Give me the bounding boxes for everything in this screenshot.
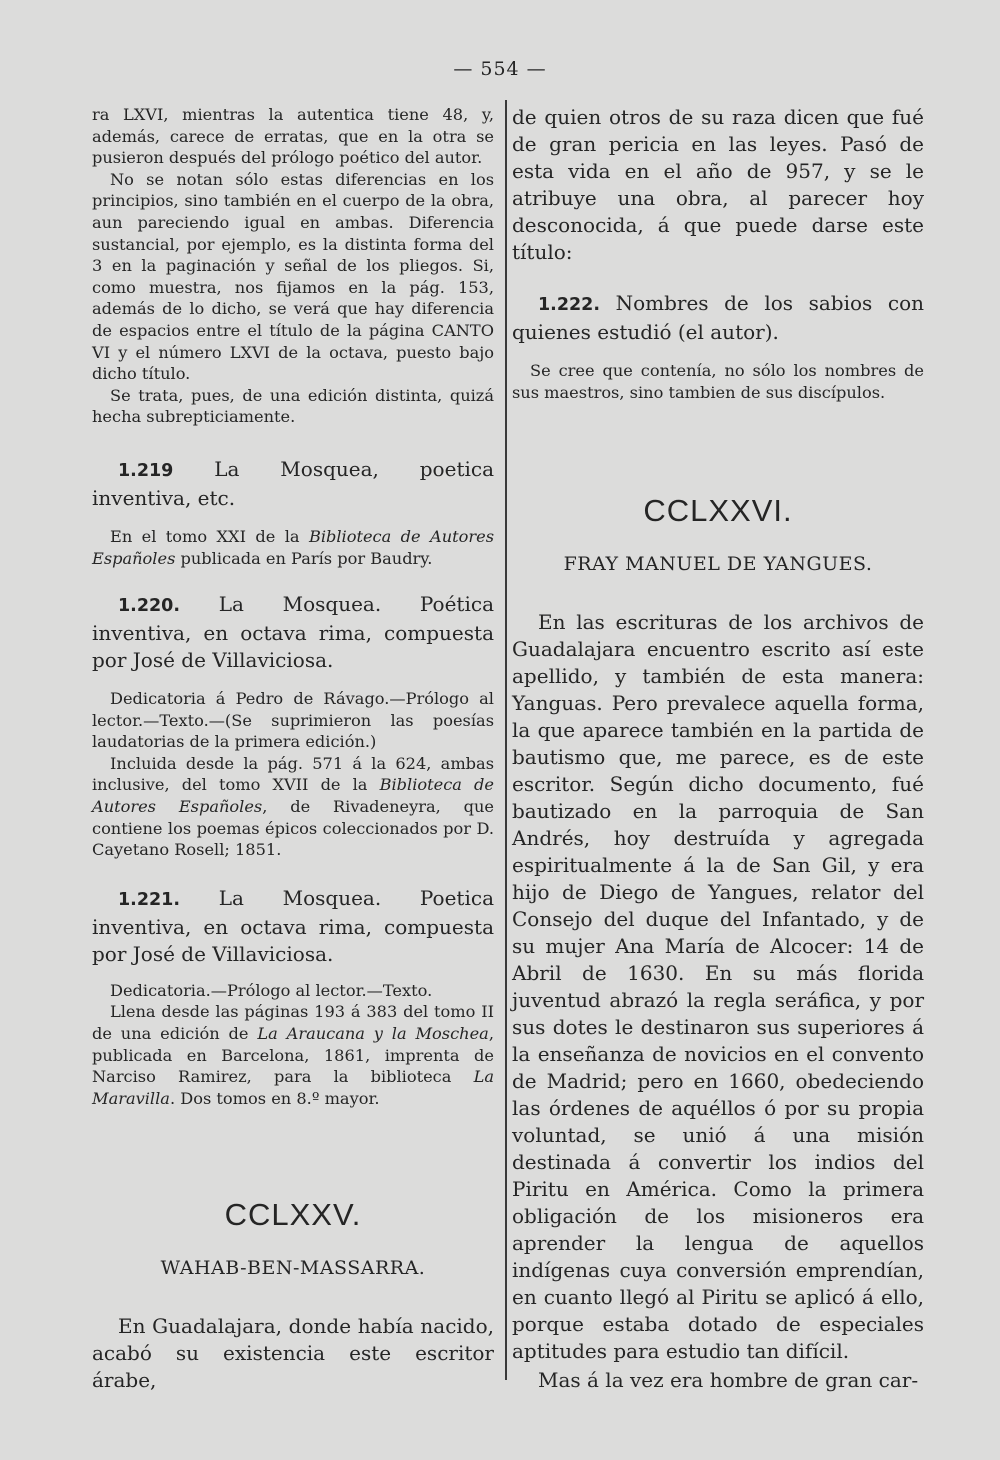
entry-1221 <box>92 885 494 968</box>
entry-note <box>512 360 924 403</box>
italic-title: Biblioteca de Autores Españoles <box>92 526 494 568</box>
note-text: Se cree que contenía, no sólo los nombres de sus maestros, sino tambien de sus discípulos. <box>512 361 924 402</box>
entry-1219 <box>92 456 494 512</box>
continuation-text <box>512 104 924 266</box>
entry-title: La Mosquea, poetica inventiva, etc. <box>92 456 494 510</box>
paragraph: de quien otros de su raza dicen que fué de gran pericia en las leyes. Pasó de esta vida en el año de 957, y se le atribuye una obra, al parecer hoy desconocida, á que puede darse este título: <box>512 105 924 264</box>
note-text: . Dos tomos en 8.º mayor. <box>169 1088 380 1108</box>
page-number: — 554 — <box>453 58 547 80</box>
continuation-text <box>92 104 494 428</box>
note-text: Dedicatoria á Pedro de Rávago.—Prólogo al lector.—Texto.—(Se suprimieron las poesías laudatorias de la primera edición.) <box>92 689 494 752</box>
section-name: WAHAB-BEN-MASSARRA. <box>160 1257 426 1280</box>
column-divider <box>505 100 507 1380</box>
paragraph: Mas á la vez era hombre de gran car- <box>538 1368 919 1393</box>
section-number: CCLXXV. <box>224 1197 362 1233</box>
section-body <box>512 609 924 1394</box>
paragraph: En las escrituras de los archivos de Guadalajara encuentro escrito así este apellido, y también de esta manera: Yanguas. Pero prevalece aquella forma, la que aparece también en la partida de bautismo que, me parece, es de este escritor. Según dicho documento, fué bautizado en la parroquia de San Andrés, hoy destruída y agregada espiritualmente á la de San Gil, y era hijo de Diego de Yangues, relator del Consejo del duque del Infantado, y de su mujer Ana María de Alcocer: 14 de Abril de 1630. En su más florida juventud abrazó la regla seráfica, y por sus dotes le destinaron sus superiores á la enseñanza de novicios en el convento de Madrid; pero en 1660, obedeciendo las órdenes de aquéllos ó por su propia voluntad, se unió á una misión destinada á convertir los indios del Piritu en América. Como la primera obligación de los misioneros era aprender la lengua de aquellos indígenas cuya conversión emprendían, en cuanto llegó al Piritu se aplicó á ello, porque estaba dotado de especiales aptitudes para estudio tan difícil. <box>512 610 924 1364</box>
left-column <box>92 104 494 1394</box>
entry-title: La Mosquea. Poética inventiva, en octava rima, compuesta por José de Villaviciosa. <box>92 592 494 673</box>
paragraph: No se notan sólo estas diferencias en los principios, sino también en el cuerpo de la obra, aun pareciendo igual en ambas. Diferencia sustancial, por ejemplo, es la distinta forma del 3 en la paginación y señal de los pliegos. Si, como muestra, nos fijamos en la pág. 153, además de lo dicho, se verá que hay diferencia de espacios entre el título de la página CANTO VI y el número LXVI de la octava, puesto bajo dicho título. <box>92 169 494 384</box>
italic-title: La Araucana y la Moschea <box>257 1024 489 1044</box>
entry-note <box>92 688 494 861</box>
entry-1222 <box>512 290 924 346</box>
entry-number: 1.222. <box>538 295 601 315</box>
note-text: , de Rivadeneyra, que contiene los poemas épicos coleccionados por D. Cayetano Rosell; 1851. <box>92 797 494 860</box>
note-text: Llena desde las páginas 193 á 383 del tomo II de una edición de <box>92 1002 494 1044</box>
right-column <box>512 104 924 1394</box>
note-text: En el tomo XXI de la <box>110 526 309 546</box>
section-number: CCLXXVI. <box>643 493 793 529</box>
entry-number: 1.221. <box>118 889 181 910</box>
paragraph: ra LXVI, mientras la autentica tiene 48, y, además, carece de erratas, que en la otra se pusieron después del prólogo poético del autor. <box>92 105 494 168</box>
entry-1220 <box>92 591 494 674</box>
paragraph: En Guadalajara, donde había nacido, acabó su existencia este escritor árabe, <box>92 1314 494 1393</box>
note-text: publicada en París por Baudry. <box>175 548 433 568</box>
note-text: , publicada en Barcelona, 1861, imprenta de Narciso Ramirez, para la biblioteca <box>92 1024 494 1087</box>
section-name: FRAY MANUEL DE YANGUES. <box>563 553 873 576</box>
italic-title: Biblioteca de Autores Españoles <box>92 775 494 817</box>
section-body <box>92 1313 494 1394</box>
note-text: Dedicatoria.—Prólogo al lector.—Texto. <box>110 980 433 1000</box>
entry-note <box>92 526 494 569</box>
entry-title: La Mosquea. Poetica inventiva, en octava rima, compuesta por José de Villaviciosa. <box>92 885 494 966</box>
entry-title: Nombres de los sabios con quienes estudió (el autor). <box>512 291 924 344</box>
paragraph: Se trata, pues, de una edición distinta, quizá hecha subrepticiamente. <box>92 385 494 427</box>
italic-title: La Maravilla <box>92 1067 494 1108</box>
entry-number: 1.219 <box>118 460 174 481</box>
entry-note <box>92 980 494 1110</box>
entry-number: 1.220. <box>118 596 181 617</box>
note-text: Incluida desde la pág. 571 á la 624, ambas inclusive, del tomo XVII de la <box>92 753 494 795</box>
